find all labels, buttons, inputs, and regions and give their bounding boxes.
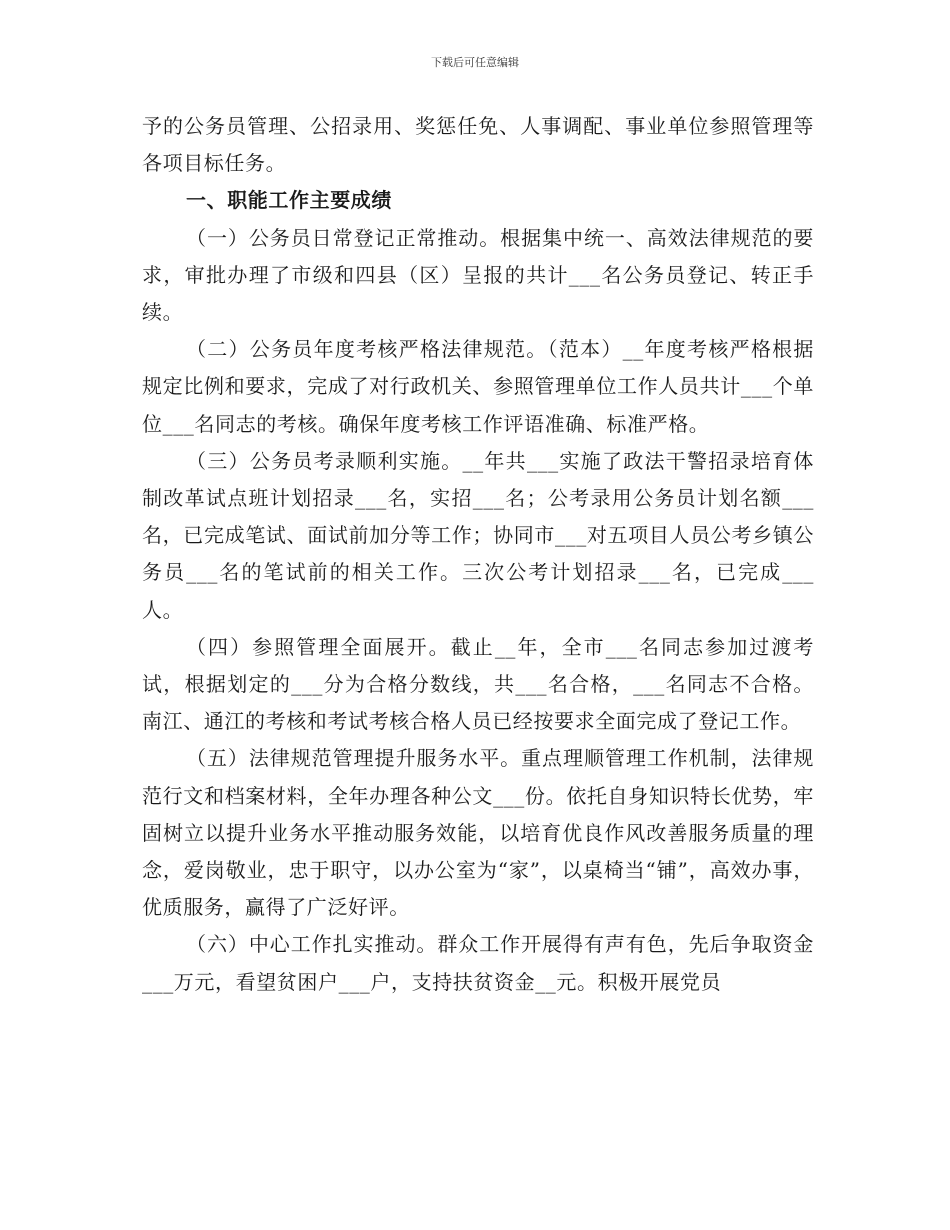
section-heading: 一、职能工作主要成绩 [186, 188, 392, 213]
paragraph-item-5: （五）法律规范管理提升服务水平。重点理顺管理工作机制，法律规范行文和档案材料，全年办理各种公文___份。依托自身知识特长优势，牢固树立以提升业务水平推动服务效能，以培育优良作风改善服务质量的理念，爱岗敬业，忠于职守，以办公室为“家”，以桌椅当“铺”，高效办事，优质服务，赢得了广泛好评。 [142, 746, 814, 920]
paragraph-item-1: （一）公务员日常登记正常推动。根据集中统一、高效法律规范的要求，审批办理了市级和四县（区）呈报的共计___名公务员登记、转正手续。 [142, 225, 814, 325]
paragraph-item-2: （二）公务员年度考核严格法律规范。（范本）__年度考核严格根据规定比例和要求，完成了对行政机关、参照管理单位工作人员共计___个单位___名同志的考核。确保年度考核工作评语准确、标准严格。 [142, 337, 814, 436]
paragraph-item-3: （三）公务员考录顺利实施。__年共___实施了政法干警招录培育体制改革试点班计划招录___名，实招___名；公考录用公务员计划名额___名，已完成笔试、面试前加分等工作；协同市___对五项目人员公考乡镇公务员___名的笔试前的相关工作。三次公考计划招录___名，已完成___人。 [142, 448, 814, 622]
paragraph-continuation: 予的公务员管理、公招录用、奖惩任免、人事调配、事业单位参照管理等各项目标任务。 [142, 114, 814, 176]
page-header: 下载后可任意编辑 [431, 56, 519, 69]
paragraph-item-6: （六）中心工作扎实推动。群众工作开展得有声有色，先后争取资金___万元，看望贫困户___户，支持扶贫资金__元。积极开展党员 [142, 932, 814, 994]
paragraph-item-4: （四）参照管理全面展开。截止__年，全市___名同志参加过渡考试，根据划定的___分为合格分数线，共___名合格，___名同志不合格。南江、通江的考核和考试考核合格人员已经按要求全面完成了登记工作。 [142, 634, 814, 734]
document-body [142, 108, 814, 1001]
